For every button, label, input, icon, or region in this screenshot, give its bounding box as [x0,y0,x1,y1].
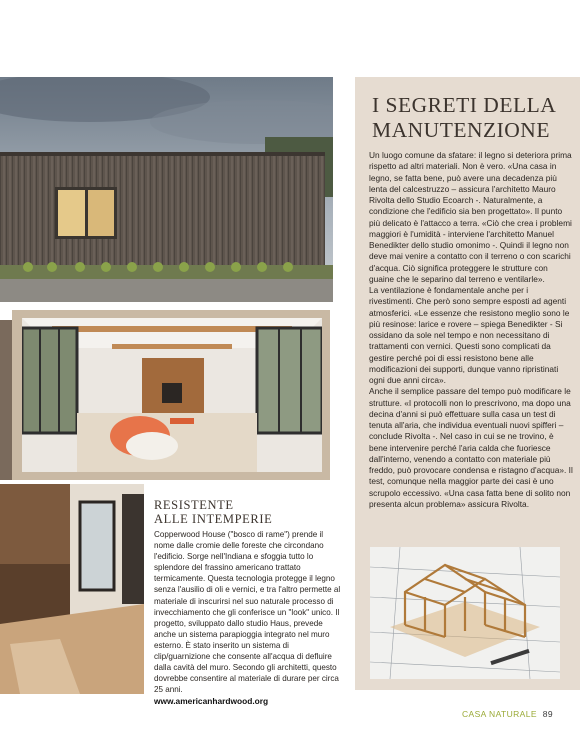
sidebar-title-line-2: ALLE INTEMPERIE [154,512,273,526]
panel-paragraph: La ventilazione è fondamentale anche per i rivestimenti. Che però sono sempre esposti ad agenti atmosferici. «Le essenze che resistono meglio sono le più resinose: larice e rovere – spiega Benedikter - Si ossidano da sole nel tempo e non necessitano di trattamenti con vernici. Questi sono complicati da gestire perché poi di essi resistono bene alle modificazioni dei supporti, dunque vanno ripristinati ogni due anni circa». [369,285,570,385]
sidebar-title-line-1: RESISTENTE [154,498,234,512]
page-footer [462,709,553,719]
panel-title [372,93,572,143]
panel-title-line-1: I SEGRETI DELLA [372,93,557,117]
website-link[interactable]: www.americanhardwood.org [154,696,269,707]
house-exterior-photo [0,77,333,302]
sidebar-title [154,498,272,526]
living-room-photo [22,318,322,472]
magazine-name: CASA NATURALE [462,709,537,719]
panel-title-line-2: MANUTENZIONE [372,118,550,142]
panel-paragraph: Un luogo comune da sfatare: il legno si deteriora prima rispetto ad altri materiali. Non è vero. «Una casa in legno, se fatta bene, può avere una decadenza più lenta del calcestruzzo – assicura l'architetto Mauro Rivolta dello Studio Ecoarch -. Naturalmente, a condizione che l'edificio sia ben progettato». Il punto più delicato è l'attacco a terra. «Ciò che crea i problemi maggiori è l'umidità - interviene l'architetto Manuel Benedikter dello studio omonimo -. Quindi il legno non deve mai venire a contatto con il terreno o con scarichi d'acqua. Ciò significa proteggere le strutture con guaine che le separino dal terreno e ventilarle». [369,150,572,284]
hallway-photo [0,484,144,694]
page-number: 89 [542,709,553,719]
panel-body [369,150,573,510]
timber-frame-model-photo [370,547,560,679]
side-photo-edge [0,320,12,480]
sidebar-paragraph: Copperwood House ("bosco di rame") prende il nome dalle cromie delle foreste che circondano l'edificio. Sorge nell'Indiana e sfoggia tutto lo splendore del frassino americano trattato termicamente. Questa tecnologia protegge il legno senza l'ausilio di oli e vernici, e tra l'altro permette al materiale di inscurirsi nel suo naturale processo di invecchiamento che gli conferisce un "look" unico. Il progetto, sviluppato dallo studio Haus, prevede anche un sistema parapioggia integrato nel muro esterno. È stato inserito un sistema di clip/guarnizione che consente all'acqua di defluire dalla cavità del muro. Secondo gli architetti, questo dovrebbe consentire al materiale di durare per circa 25 anni. [154,530,341,695]
sidebar-body [154,529,344,708]
panel-paragraph: Anche il semplice passare del tempo può modificare le strutture. «I protocolli non lo prescrivono, ma dopo una decina d'anni si può effettuare sulla casa un test di tenuta all'aria, che individua eventuali nuovi spifferi – conclude Rivolta -. Nel caso in cui se ne trovino, è bene intervenire perché l'aria calda che fuoriesce dall'interno, venendo a contatto con materiale più freddo, può provocare condensa e ristagno d'acqua». Il test, comunque nella maggior parte dei casi è uno scrupolo eccessivo. «Una casa fatta bene di solito non presenta alcun problema» assicura Rivolta. [369,386,573,509]
